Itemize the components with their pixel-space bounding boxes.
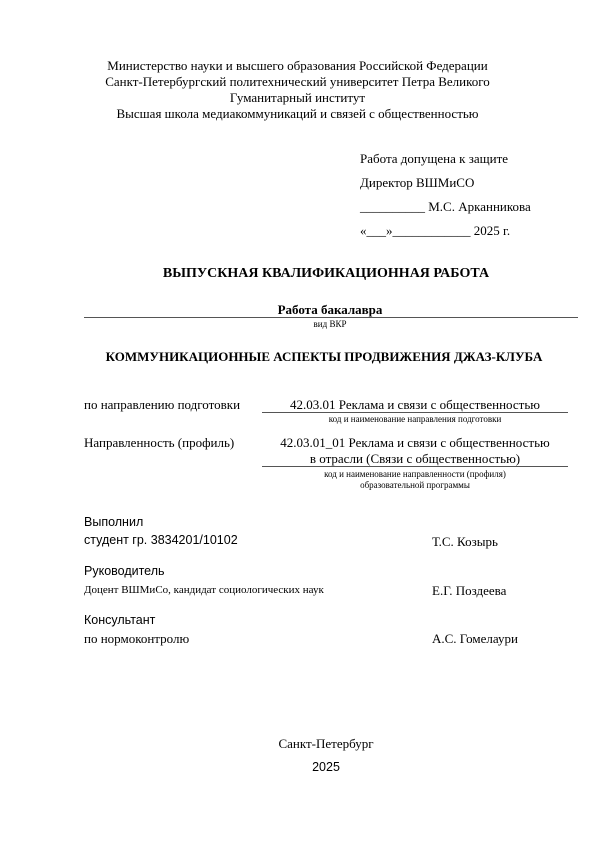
profile-caption-line-2: образовательной программы [360,480,470,490]
direction-caption: код и наименование направления подготовки [328,414,502,424]
profile-value-line-1: 42.03.01_01 Реклама и связи с общественностью [280,435,550,450]
profile-label: Направленность (профиль) [84,435,235,450]
work-kind-value: Работа бакалавра [277,302,383,317]
direction-label: по направлению подготовки [84,397,241,412]
consultant-role: Консультант [84,613,156,627]
supervisor-name: Е.Г. Поздеева [432,583,507,598]
supervisor-position: Доцент ВШМиСо, кандидат социологических наук [84,584,324,596]
footer-year: 2025 [312,760,340,774]
institute-line: Гуманитарный институт [229,90,366,105]
author-name: Т.С. Козырь [432,534,498,549]
approval-line-2: Директор ВШМиСО [360,175,475,190]
approval-date-line: «___»____________ 2025 г. [360,223,511,238]
consultant-area: по нормоконтролю [84,631,190,646]
ministry-line: Министерство науки и высшего образования Российской Федерации [107,58,488,73]
document-type-title: ВЫПУСКНАЯ КВАЛИФИКАЦИОННАЯ РАБОТА [162,266,490,281]
author-group: студент гр. 3834201/10102 [84,533,238,547]
footer-city: Санкт-Петербург [278,736,374,751]
thesis-topic: КОММУНИКАЦИОННЫЕ АСПЕКТЫ ПРОДВИЖЕНИЯ ДЖАЗ-КЛУБА [105,349,543,364]
school-line: Высшая школа медиакоммуникаций и связей с общественностью [116,106,479,121]
direction-value: 42.03.01 Реклама и связи с общественностью [290,397,540,412]
approval-line-1: Работа допущена к защите [360,151,509,166]
author-role: Выполнил [84,515,144,529]
profile-value-line-2: в отрасли (Связи с общественностью) [309,451,521,466]
direction-underline [262,412,568,413]
profile-caption-line-1: код и наименование направленности (профиля) [324,469,506,479]
work-kind-underline [84,317,578,318]
consultant-name: А.С. Гомелаури [432,631,518,646]
supervisor-role: Руководитель [84,564,165,578]
work-kind-caption: вид ВКР [313,319,347,329]
university-line: Санкт-Петербургский политехнический университет Петра Великого [105,74,490,89]
profile-underline [262,466,568,467]
approval-signature-line: __________ М.С. Арканникова [360,199,531,214]
